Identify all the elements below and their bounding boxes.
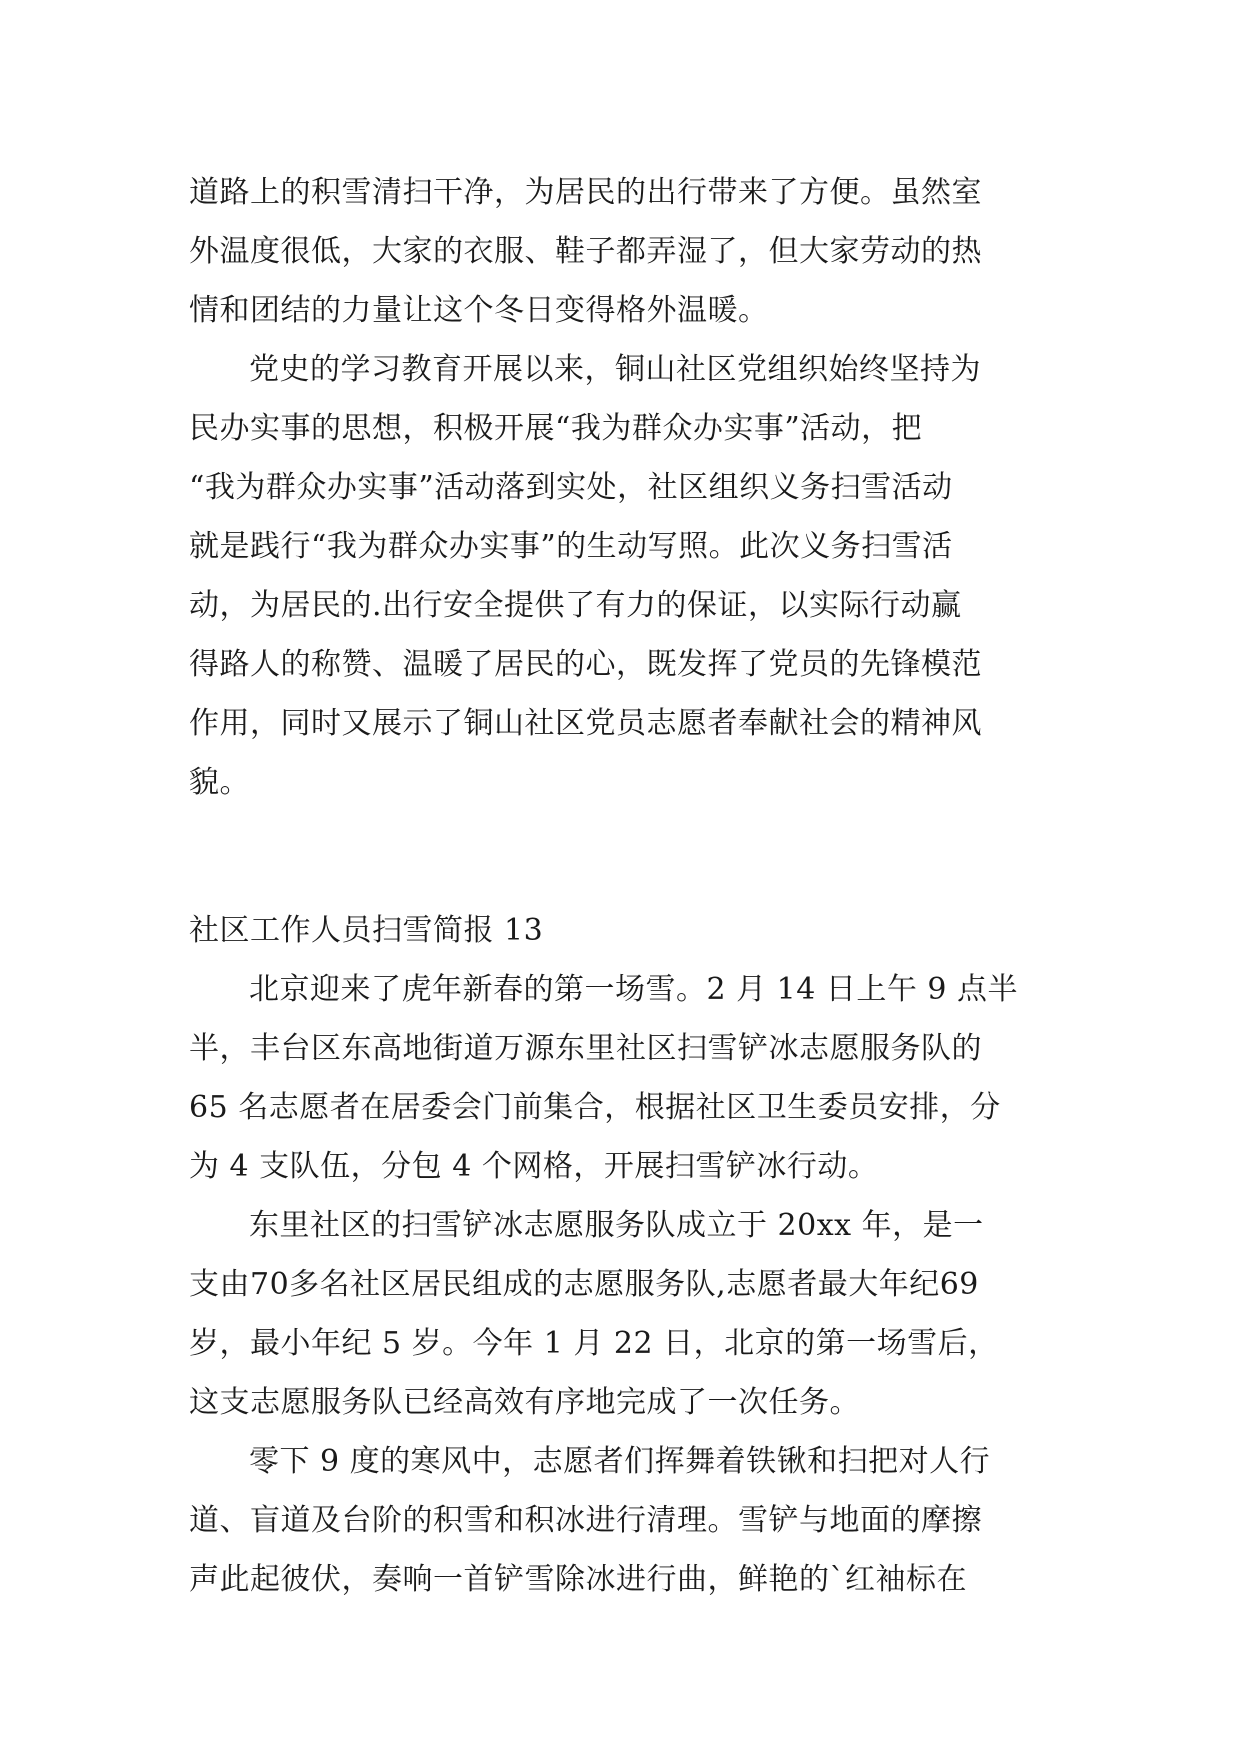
text-line: 65 名志愿者在居委会门前集合，根据社区卫生委员安排，分 [189,1090,1001,1125]
text-line: 支由70多名社区居民组成的志愿服务队,志愿者最大年纪69 [189,1267,979,1302]
section-title: 社区工作人员扫雪简报 13 [189,913,544,948]
section-spacer [189,812,1051,901]
text-line: 民办实事的思想，积极开展“我为群众办实事”活动，把 [189,411,923,446]
text-line: 情和团结的力量让这个冬日变得格外温暖。 [189,293,769,328]
text-line: 作用，同时又展示了铜山社区党员志愿者奉献社会的精神风 [189,706,982,741]
paragraph-5 [189,1432,1051,1609]
text-line: “我为群众办实事”活动落到实处，社区组织义务扫雪活动 [189,470,953,505]
text-line: 零下 9 度的寒风中，志愿者们挥舞着铁锹和扫把对人行 [249,1444,991,1479]
text-line: 岁，最小年纪 5 岁。今年 1 月 22 日，北京的第一场雪后， [189,1326,999,1361]
paragraph-1 [189,163,1051,340]
text-line: 外温度很低，大家的衣服、鞋子都弄湿了，但大家劳动的热 [189,234,982,269]
paragraph-2 [189,340,1051,812]
text-line: 貌。 [189,765,250,800]
text-line: 北京迎来了虎年新春的第一场雪。2 月 14 日上午 9 点半 [249,972,1019,1007]
text-line: 声此起彼伏，奏响一首铲雪除冰进行曲，鲜艳的`红袖标在 [189,1562,967,1597]
text-line: 动，为居民的.出行安全提供了有力的保证，以实际行动赢 [189,588,962,623]
text-line: 东里社区的扫雪铲冰志愿服务队成立于 20xx 年，是一 [249,1208,984,1243]
paragraph-3 [189,960,1051,1196]
text-line: 就是践行“我为群众办实事”的生动写照。此次义务扫雪活 [189,529,953,564]
text-line: 道、盲道及台阶的积雪和积冰进行清理。雪铲与地面的摩擦 [189,1503,982,1538]
paragraph-4 [189,1196,1051,1432]
text-line: 半，丰台区东高地街道万源东里社区扫雪铲冰志愿服务队的 [189,1031,982,1066]
text-line: 这支志愿服务队已经高效有序地完成了一次任务。 [189,1385,860,1420]
text-line: 为 4 支队伍，分包 4 个网格，开展扫雪铲冰行动。 [189,1149,879,1184]
text-line: 得路人的称赞、温暖了居民的心，既发挥了党员的先锋模范 [189,647,982,682]
text-line: 道路上的积雪清扫干净，为居民的出行带来了方便。虽然室 [189,175,982,210]
document-body [189,163,1051,1609]
text-line: 党史的学习教育开展以来，铜山社区党组织始终坚持为 [249,352,981,387]
